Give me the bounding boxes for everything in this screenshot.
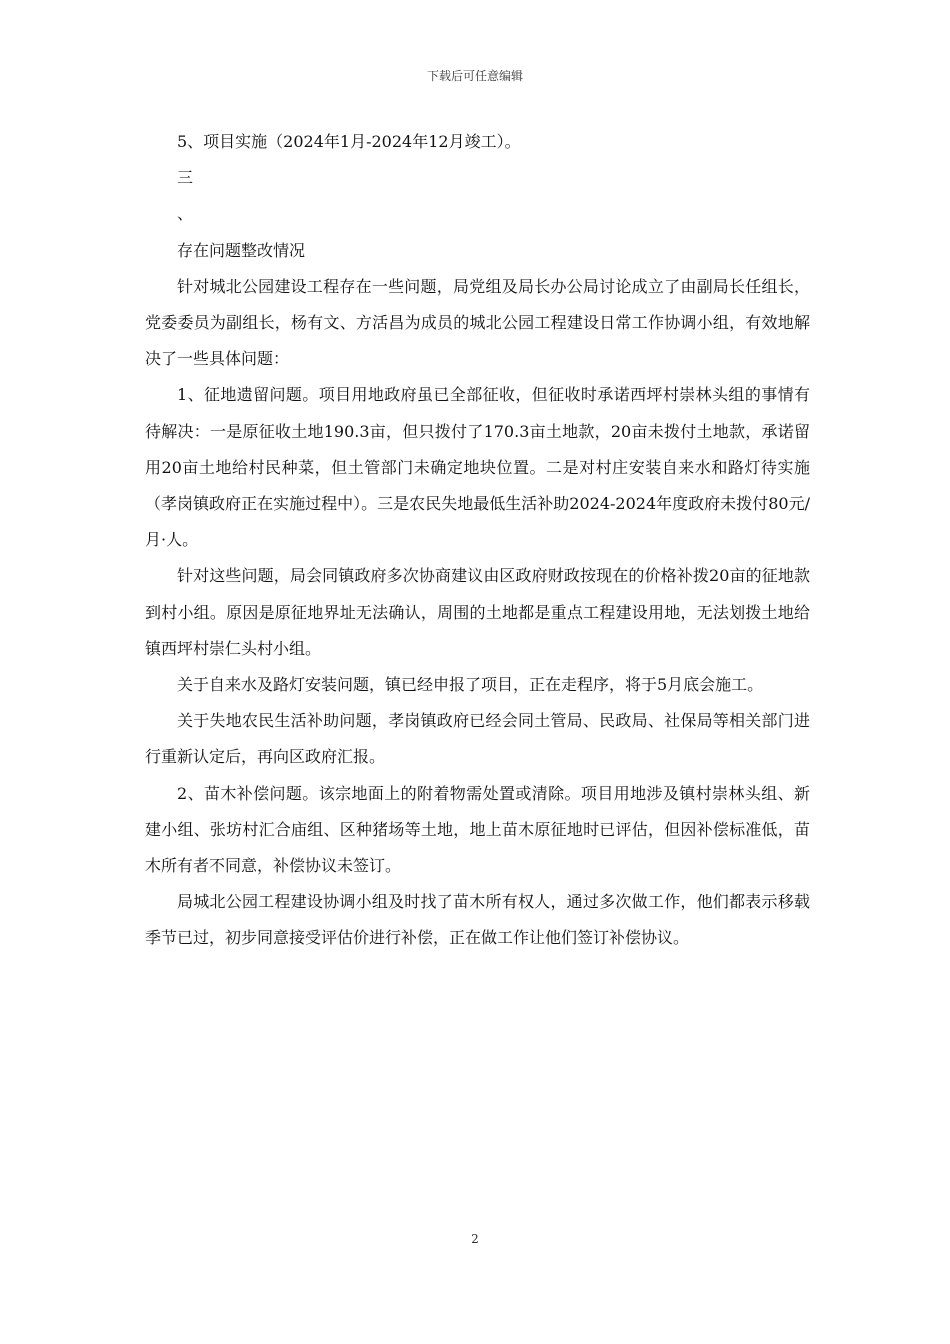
section-number: 三 [177,168,194,188]
paragraph-water-lamp: 关于自来水及路灯安装问题，镇已经申报了项目，正在走程序，将于5月底会施工。 [177,675,764,695]
page-number: 2 [471,1232,479,1246]
paragraph-project-implementation: 5、项目实施（2024年1月-2024年12月竣工）。 [177,132,521,151]
paragraph-seedling-response: 局城北公园工程建设协调小组及时找了苗木所有权人，通过多次做工作，他们都表示移载季节已过，初步同意接受评估价进行补偿，正在做工作让他们签订补偿协议。 [145,892,810,948]
paragraph-intro: 针对城北公园建设工程存在一些问题，局党组及局长办公局讨论成立了由副局长任组长，党委委员为副组长，杨有文、方活昌为成员的城北公园工程建设日常工作协调小组，有效地解决了一些具体问题： [145,276,810,369]
section-heading: 存在问题整改情况 [177,240,306,260]
paragraph-land-response: 针对这些问题，局会同镇政府多次协商建议由区政府财政按现在的价格补拨20亩的征地款到村小组。原因是原征地界址无法确认，周围的土地都是重点工程建设用地，无法划拨土地给镇西坪村崇仁头村小组。 [145,566,810,658]
page-header: 下载后可任意编辑 [426,69,523,83]
paragraph-subsidy: 关于失地农民生活补助问题，孝岗镇政府已经会同土管局、民政局、社保局等相关部门进行重新认定后，再向区政府汇报。 [145,711,810,767]
document-body [145,124,810,957]
paragraph-land-issue: 1、征地遗留问题。项目用地政府虽已全部征收，但征收时承诺西坪村崇林头组的事情有待解决：一是原征收土地190.3亩，但只拨付了170.3亩土地款，20亩未拨付土地款，承诺留用20亩土地给村民种菜，但土管部门未确定地块位置。二是对村庄安装自来水和路灯待实施（孝岗镇政府正在实施过程中）。三是农民失地最低生活补助2024-2024年度政府未拨付80元/月·人。 [145,385,810,550]
section-separator: 、 [177,204,194,224]
paragraph-seedling-issue: 2、苗木补偿问题。该宗地面上的附着物需处置或清除。项目用地涉及镇村崇林头组、新建小组、张坊村汇合庙组、区种猪场等土地，地上苗木原征地时已评估，但因补偿标准低，苗木所有者不同意，补偿协议未签订。 [145,783,810,876]
